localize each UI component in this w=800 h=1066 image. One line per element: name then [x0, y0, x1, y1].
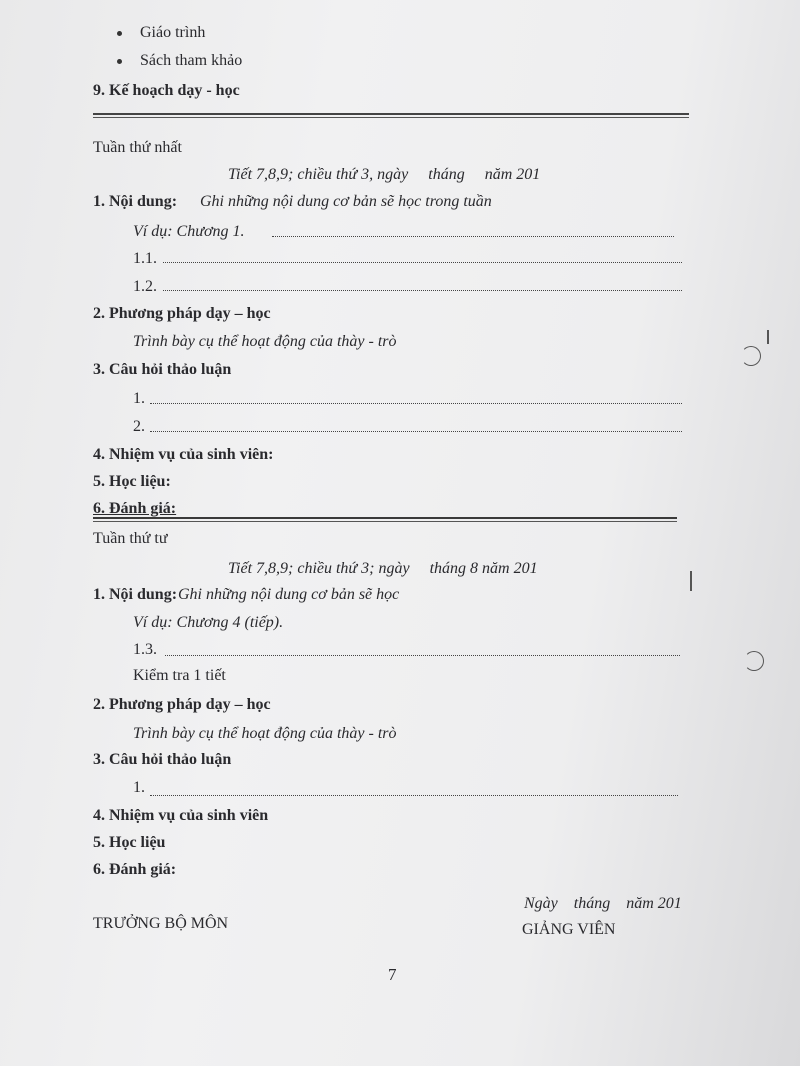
fill-line: [150, 795, 678, 796]
fill-line: [165, 655, 680, 656]
punch-hole-icon: [741, 346, 761, 366]
week1-sub-2: 1.2.: [133, 278, 157, 295]
fill-line: [163, 290, 682, 291]
punch-hole-icon: [744, 651, 764, 671]
fill-line: [163, 262, 682, 263]
week1-materials-label: 5. Học liệu:: [93, 473, 171, 490]
week1-title: Tuần thứ nhất: [93, 139, 182, 156]
week4-question-1: 1.: [133, 779, 145, 796]
divider: [93, 117, 689, 118]
week4-method-hint: Trình bày cụ thể hoạt động của thày - trò: [133, 725, 397, 742]
week4-questions-label: 3. Câu hỏi thảo luận: [93, 751, 232, 768]
section-9-heading: 9. Kế hoạch dạy - học: [93, 82, 240, 99]
week1-evaluation-label: 6. Đánh giá:: [93, 500, 177, 517]
page-number: 7: [388, 965, 397, 984]
lecturer-label: GIẢNG VIÊN: [522, 921, 616, 938]
week1-questions-label: 3. Câu hỏi thảo luận: [93, 361, 232, 378]
head-of-department-label: TRƯỞNG BỘ MÔN: [93, 915, 229, 932]
bullet-icon: [117, 31, 122, 36]
week4-materials-label: 5. Học liệu: [93, 834, 166, 851]
week1-question-1: 1.: [133, 390, 145, 407]
week1-example: Ví dụ: Chương 1.: [133, 223, 245, 240]
divider: [93, 113, 689, 115]
week1-sub-1: 1.1.: [133, 250, 157, 267]
bullet-item-references: Sách tham khảo: [140, 52, 243, 69]
week1-method-hint: Trình bày cụ thể hoạt động của thày - trò: [133, 333, 397, 350]
margin-mark: [690, 571, 692, 591]
footer-date: Ngày tháng năm 201: [524, 895, 682, 912]
week4-content-label: 1. Nội dung:: [93, 586, 178, 603]
divider: [93, 521, 677, 522]
week1-schedule: Tiết 7,8,9; chiều thứ 3, ngày tháng năm 201: [228, 166, 541, 183]
week4-sub-1: 1.3.: [133, 641, 157, 658]
week4-title: Tuần thứ tư: [93, 530, 168, 547]
week4-schedule: Tiết 7,8,9; chiều thứ 3; ngày tháng 8 năm 201: [228, 560, 538, 577]
week1-content-label: 1. Nội dung:: [93, 193, 178, 210]
week4-example: Ví dụ: Chương 4 (tiếp).: [133, 614, 284, 631]
week1-content-hint: Ghi những nội dung cơ bản sẽ học trong tuần: [200, 193, 492, 210]
fill-line: [150, 431, 682, 432]
week1-question-2: 2.: [133, 418, 145, 435]
week4-method-label: 2. Phương pháp dạy – học: [93, 696, 271, 713]
fill-line: [272, 236, 674, 237]
bullet-item-textbook: Giáo trình: [140, 24, 206, 41]
week1-method-label: 2. Phương pháp dạy – học: [93, 305, 271, 322]
fill-line: [150, 403, 682, 404]
week4-tasks-label: 4. Nhiệm vụ của sinh viên: [93, 807, 269, 824]
margin-mark: [767, 330, 769, 344]
week4-content-hint: Ghi những nội dung cơ bản sẽ học: [178, 586, 400, 603]
week1-tasks-label: 4. Nhiệm vụ của sinh viên:: [93, 446, 274, 463]
bullet-icon: [117, 59, 122, 64]
week4-evaluation-label: 6. Đánh giá:: [93, 861, 177, 878]
week4-test-note: Kiểm tra 1 tiết: [133, 667, 226, 684]
divider: [93, 517, 677, 519]
